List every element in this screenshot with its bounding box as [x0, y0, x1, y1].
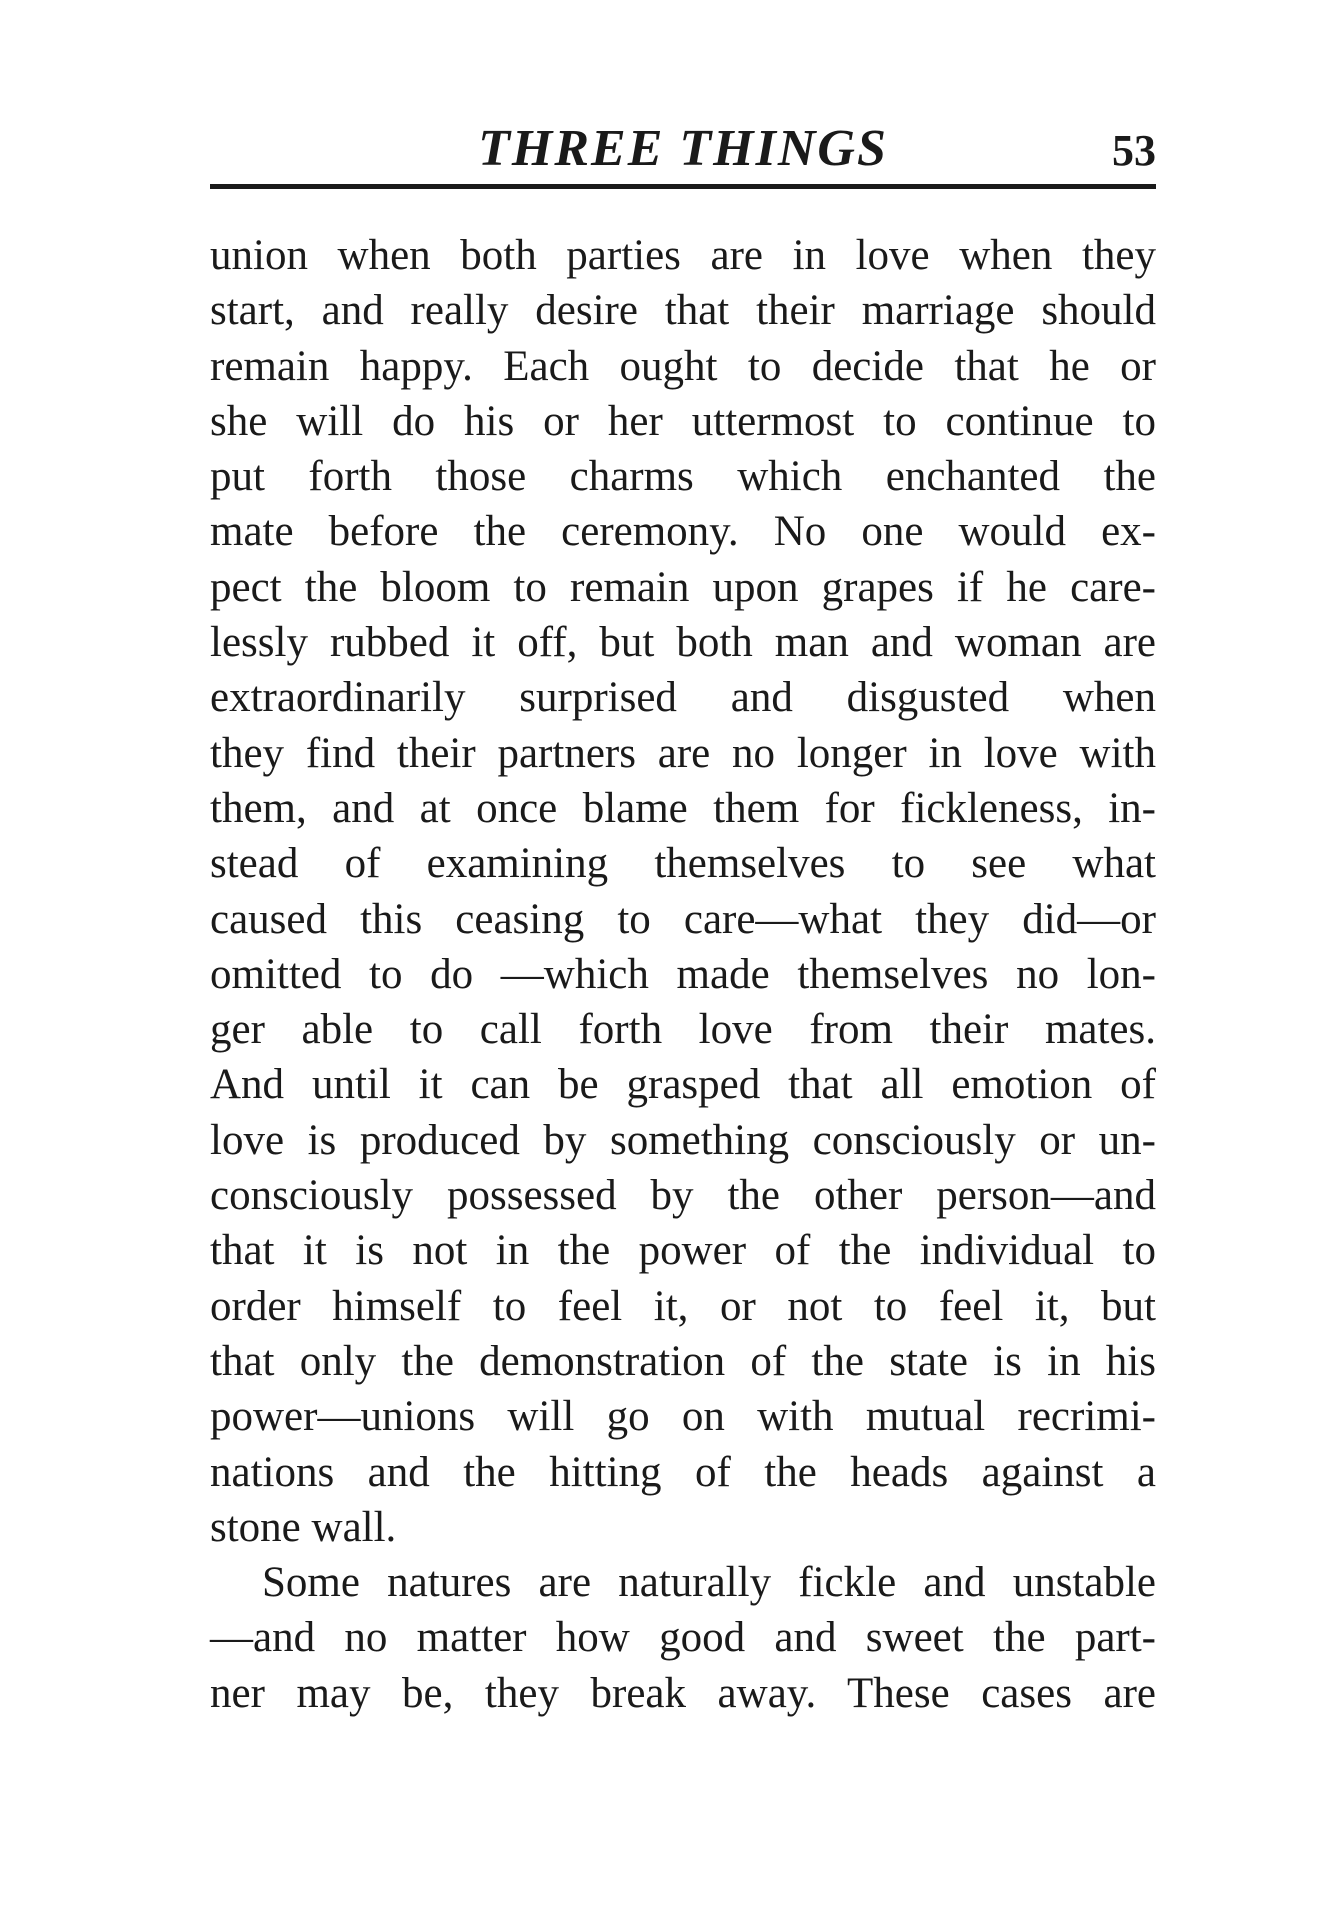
text-line: them, and at once blame them for fickleness, in-: [210, 784, 1156, 832]
running-head: [210, 118, 1156, 180]
page-number: 53: [1112, 126, 1156, 175]
running-title: THREE THINGS: [478, 120, 888, 177]
text-line: love is produced by something consciously or un-: [210, 1116, 1156, 1164]
body-text: [210, 228, 1156, 1721]
text-line: ger able to call forth love from their mates.: [210, 1006, 1156, 1054]
text-line: —and no matter how good and sweet the part-: [210, 1614, 1156, 1662]
text-line: stone wall.: [210, 1503, 397, 1551]
text-line: that only the demonstration of the state is in his: [210, 1337, 1156, 1385]
text-line: start, and really desire that their marriage should: [210, 287, 1156, 335]
text-line: caused this ceasing to care—what they did—or: [210, 895, 1156, 943]
text-line: they find their partners are no longer in love with: [210, 729, 1156, 777]
text-line: union when both parties are in love when they: [210, 232, 1156, 279]
text-line: mate before the ceremony. No one would ex-: [210, 508, 1156, 556]
text-line: nations and the hitting of the heads against a: [210, 1448, 1156, 1496]
text-line: put forth those charms which enchanted the: [210, 453, 1156, 501]
text-line: lessly rubbed it off, but both man and woman are: [210, 619, 1156, 667]
text-line: that it is not in the power of the individual to: [210, 1227, 1156, 1275]
text-line: consciously possessed by the other person—and: [210, 1172, 1156, 1220]
text-line: remain happy. Each ought to decide that he or: [210, 342, 1156, 390]
text-line: power—unions will go on with mutual recrimi-: [210, 1393, 1156, 1441]
paragraph-1: [210, 228, 1156, 1555]
text-line: order himself to feel it, or not to feel it, but: [210, 1282, 1156, 1330]
text-line: omitted to do —which made themselves no lon-: [210, 950, 1156, 998]
text-line: stead of examining themselves to see what: [210, 840, 1156, 888]
text-line: And until it can be grasped that all emotion of: [210, 1061, 1156, 1109]
text-line: ner may be, they break away. These cases are: [210, 1669, 1156, 1717]
text-line: extraordinarily surprised and disgusted when: [210, 674, 1156, 722]
header-rule: [210, 184, 1156, 189]
text-line: she will do his or her uttermost to continue to: [210, 397, 1156, 445]
text-line: Some natures are naturally fickle and unstable: [262, 1559, 1156, 1607]
paragraph-2: [210, 1555, 1156, 1721]
text-line: pect the bloom to remain upon grapes if he care-: [210, 563, 1156, 611]
